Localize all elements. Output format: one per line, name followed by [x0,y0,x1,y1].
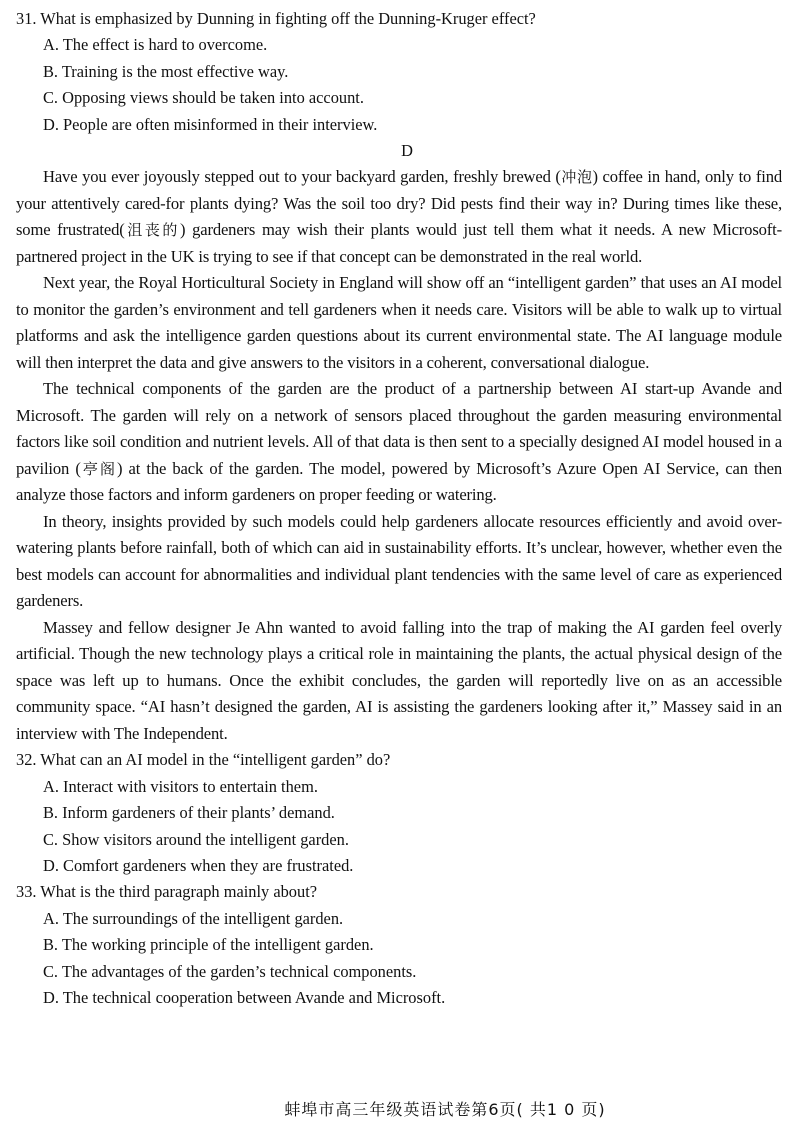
passage-paragraph-1 [16,164,782,270]
question-33-option-c: C. The advantages of the garden’s technical components. [43,961,417,981]
question-33-stem: 33. What is the third paragraph mainly about? [16,882,318,902]
paragraph-text: Next year, the Royal Horticultural Society in England will show off an “intelligent garden” that uses an AI model to monitor the garden’s environment and tell gardeners when it needs care. Visitors will be able to walk up to virtual platforms and ask the intelligence garden questions about its current environmental state. The AI language module will then interpret the data and give answers to the visitors in a coherent, conversational dialogue. [16,273,782,372]
chinese-gloss: 亭阁 [80,459,117,478]
question-32-option-b: B. Inform gardeners of their plants’ demand. [43,803,335,823]
passage-paragraph-3 [16,376,782,509]
question-31-option-a: A. The effect is hard to overcome. [43,35,268,55]
paragraph-text: ) coffee in hand, only to find your attentively cared-for plants dying? Was the soil too dry? Did pests find their way in? During times like these, some frustrated( [16,167,782,240]
question-32-option-c: C. Show visitors around the intelligent garden. [43,829,349,849]
chinese-gloss: 沮丧的 [124,221,180,240]
question-31-option-c: C. Opposing views should be taken into account. [43,88,364,108]
question-33-option-d: D. The technical cooperation between Avande and Microsoft. [43,988,446,1008]
chinese-gloss: 冲泡 [560,168,593,187]
section-heading-d: D [401,141,413,161]
paragraph-text: In theory, insights provided by such models could help gardeners allocate resources efficiently and avoid over-watering plants before rainfall, both of which can aid in sustainability efforts. It’s unclear, however, whether even the best models can account for abnormalities and individual plant tendencies with the same level of care as experienced gardeners. [16,511,782,611]
paragraph-text: ) gardeners may wish their plants would just tell them what it needs. A new Microsoft-partnered project in the UK is trying to see if that concept can be demonstrated in the real world. [16,220,782,266]
question-31-option-b: B. Training is the most effective way. [43,61,289,81]
passage-paragraph-5 [16,615,782,748]
paragraph-text: Have you ever joyously stepped out to your backyard garden, freshly brewed ( [43,167,561,187]
question-32 [16,747,782,879]
question-33-option-b: B. The working principle of the intelligent garden. [43,935,374,955]
reading-passage [16,164,782,747]
paragraph-text: ) at the back of the garden. The model, powered by Microsoft’s Azure Open AI Service, can then analyze those factors and inform gardeners on proper feeding or watering. [16,458,783,505]
passage-paragraph-4 [16,509,782,615]
paragraph-text: Massey and fellow designer Je Ahn wanted to avoid falling into the trap of making the AI garden feel overly artificial. Though the new technology plays a critical role in maintaining the plants, the actual physical design of the space was left up to humans. Once the exhibit concludes, the garden will reportedly live on as an accessible community space. “AI hasn’t designed the garden, AI is assisting the gardeners looking after it,” Massey said in an interview with The Independent. [16,617,782,743]
question-31-option-d: D. People are often misinformed in their interview. [43,114,378,134]
passage-paragraph-2 [16,270,782,376]
question-31 [16,6,782,138]
question-33-option-a: A. The surroundings of the intelligent garden. [43,908,344,928]
question-32-option-d: D. Comfort gardeners when they are frustrated. [43,856,354,876]
question-31-stem: 31. What is emphasized by Dunning in fighting off the Dunning-Kruger effect? [16,9,536,28]
question-32-option-a: A. Interact with visitors to entertain them. [43,776,318,796]
question-33 [16,879,782,1011]
page-footer: 蚌埠市高三年级英语试卷第6页( 共1 0 页) [284,1100,606,1119]
paragraph-text: The technical components of the garden are the product of a partnership between AI start-up Avande and Microsoft. The garden will rely on a network of sensors placed throughout the garden measuring environmental factors like soil condition and nutrient levels. All of that data is then sent to a specially designed AI model housed in a pavilion ( [16,379,782,478]
question-32-stem: 32. What can an AI model in the “intelligent garden” do? [16,750,391,770]
